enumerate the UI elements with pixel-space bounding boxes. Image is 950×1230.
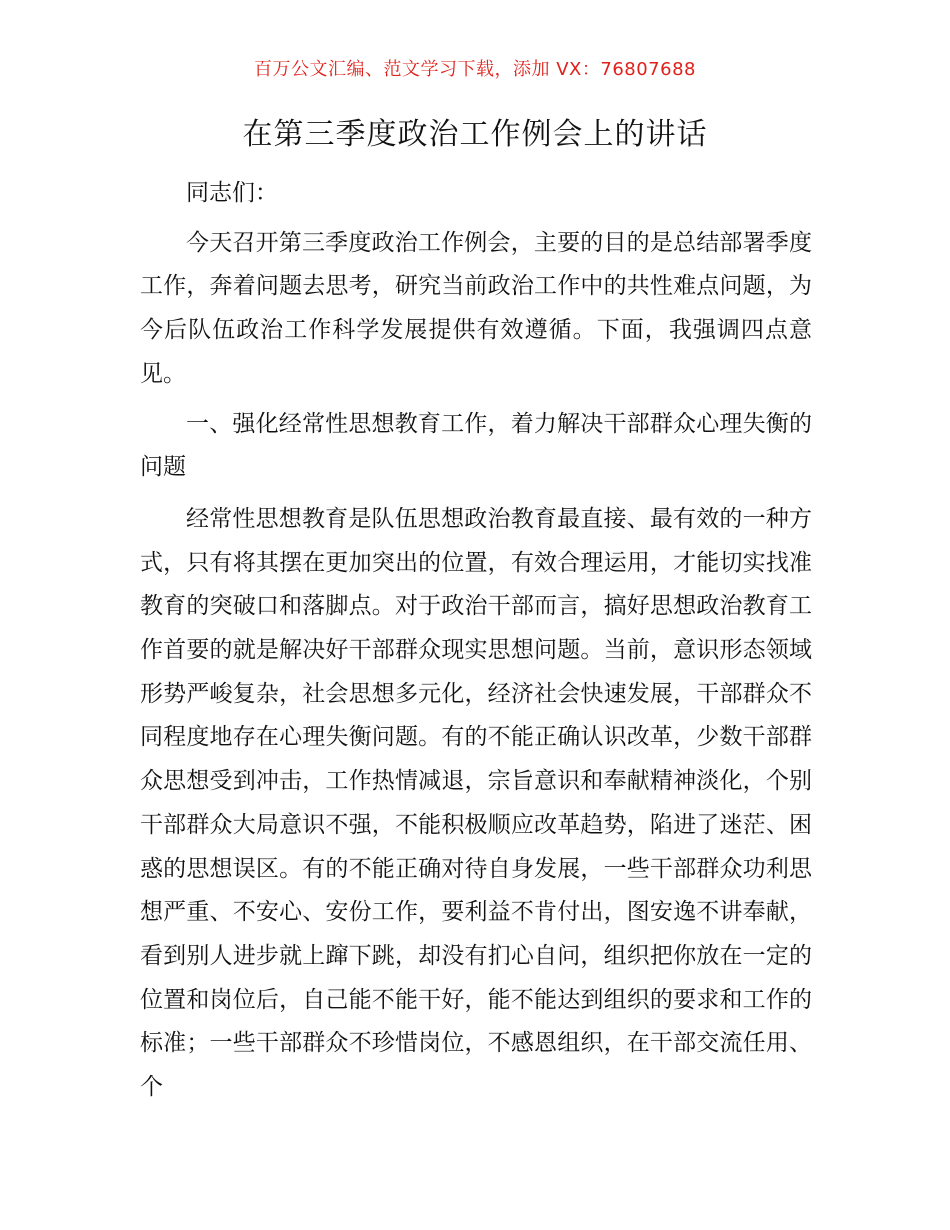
document-body (140, 172, 812, 1116)
intro-paragraph: 今天召开第三季度政治工作例会，主要的目的是总结部署季度工作，奔着问题去思考，研究当前政治工作中的共性难点问题，为今后队伍政治工作科学发展提供有效遵循。下面，我强调四点意见。 (140, 229, 812, 387)
greeting: 同志们： (186, 180, 278, 206)
document-title: 在第三季度政治工作例会上的讲话 (242, 117, 708, 152)
section-1-paragraph: 经常性思想教育是队伍思想政治教育最直接、最有效的一种方式，只有将其摆在更加突出的位置，有效合理运用，才能切实找准教育的突破口和落脚点。对于政治干部而言，搞好思想政治教育工作首要的就是解决好干部群众现实思想问题。当前，意识形态领域形势严峻复杂，社会思想多元化，经济社会快速发展，干部群众不同程度地存在心理失衡问题。有的不能正确认识改革，少数干部群众思想受到冲击，工作热情减退，宗旨意识和奉献精神淡化，个别干部群众大局意识不强，不能积极顺应改革趋势，陷进了迷茫、困惑的思想误区。有的不能正确对待自身发展，一些干部群众功利思想严重、不安心、安份工作，要利益不肯付出，图安逸不讲奉献，看到别人进步就上蹿下跳，却没有扪心自问，组织把你放在一定的位置和岗位后，自己能不能干好，能不能达到组织的要求和工作的标准；一些干部群众不珍惜岗位，不感恩组织，在干部交流任用、个 (140, 505, 812, 1101)
watermark-banner: 百万公文汇编、范文学习下载，添加 VX：76807688 (254, 59, 696, 80)
section-heading-1: 一、强化经常性思想教育工作，着力解决干部群众心理失衡的问题 (140, 410, 812, 481)
